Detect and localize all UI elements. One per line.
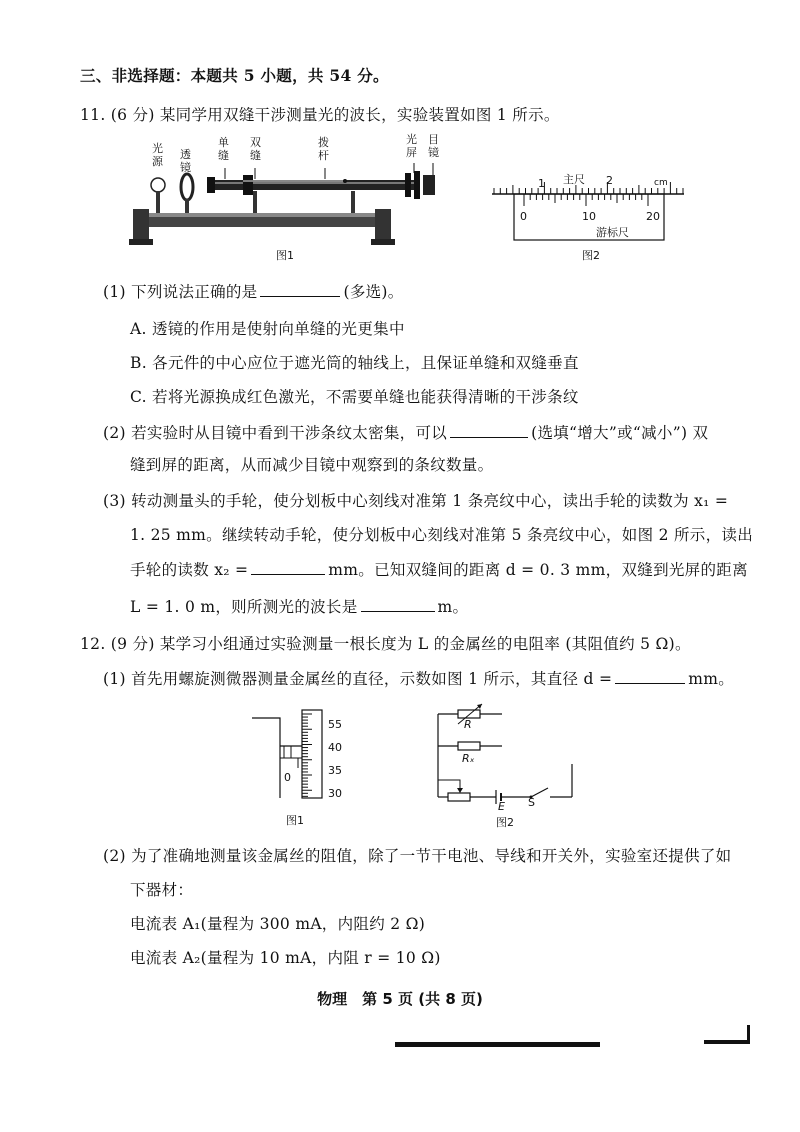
q11-part3-line4: L = 1. 0 m，则所测光的波长是 m。 <box>130 598 469 616</box>
q11-fig1-caption: 图1 <box>276 249 294 262</box>
q12-fig2-circuit <box>430 702 580 807</box>
q11-part3-x2-blank <box>251 560 325 575</box>
q11-option-b: B. 各元件的中心应位于遮光筒的轴线上，且保证单缝和双缝垂直 <box>130 354 579 372</box>
fig2-vernier-label: 游标尺 <box>596 226 629 239</box>
fig1-label-lens: 透镜 <box>180 148 191 174</box>
fig1-label-single-slit: 单缝 <box>218 136 229 162</box>
q12-fig1-zero: 0 <box>284 771 291 784</box>
q12-fig1-tick-40: 40 <box>328 741 342 754</box>
q12-fig2-label-e: E <box>498 800 505 813</box>
q11-title: 11. (6 分) 某同学用双缝干涉测量光的波长，实验装置如图 1 所示。 <box>80 106 560 124</box>
q11-part1-answer-blank <box>260 282 340 297</box>
scan-mark-line <box>395 1042 600 1047</box>
q12-part2-line2: 下器材： <box>130 881 194 899</box>
fig2-main-scale-label: 主尺 <box>563 173 585 186</box>
q11-part2-line2: 缝到屏的距离，从而减少目镜中观察到的条纹数量。 <box>130 456 494 474</box>
fig1-label-light-source: 光源 <box>152 142 163 168</box>
q12-fig1-micrometer <box>250 708 360 803</box>
q12-fig1-tick-30: 30 <box>328 787 342 800</box>
fig1-label-double-slit: 双缝 <box>250 136 261 162</box>
q12-fig2-label-s: S <box>528 796 535 809</box>
q11-option-c: C. 若将光源换成红色激光，不需要单缝也能获得清晰的干涉条纹 <box>130 388 579 406</box>
q12-fig1-tick-35: 35 <box>328 764 342 777</box>
q12-fig1-caption: 图1 <box>286 814 304 827</box>
fig1-label-eyepiece: 目镜 <box>428 133 439 159</box>
q12-part1: (1) 首先用螺旋测微器测量金属丝的直径，示数如图 1 所示，其直径 d = mm。 <box>103 670 735 688</box>
q11-fig2-caption: 图2 <box>582 249 600 262</box>
scan-mark-corner-vertical <box>747 1025 750 1044</box>
q11-option-a: A. 透镜的作用是使射向单缝的光更集中 <box>130 320 405 338</box>
fig2-vernier-tick-10: 10 <box>582 210 596 223</box>
q11-part2-answer-blank <box>450 423 528 438</box>
fig2-main-tick-1: 1 <box>538 177 545 190</box>
fig2-vernier-tick-0: 0 <box>520 210 527 223</box>
fig1-label-screen: 光屏 <box>406 133 417 159</box>
q12-fig2-label-r: R <box>464 718 472 731</box>
q12-part1-answer-blank <box>615 669 685 684</box>
q11-part3-line1: (3) 转动测量头的手轮，使分划板中心刻线对准第 1 条亮纹中心，读出手轮的读数为 x₁ = <box>103 492 729 510</box>
page-footer: 物理 第 5 页 (共 8 页) <box>317 990 483 1008</box>
fig2-vernier-tick-20: 20 <box>646 210 660 223</box>
fig1-label-lever: 拨杆 <box>318 136 329 162</box>
q12-part2-line1: (2) 为了准确地测量该金属丝的阻值，除了一节干电池、导线和开关外，实验室还提供了如 <box>103 847 732 865</box>
q11-part1: (1) 下列说法正确的是 (多选)。 <box>103 283 404 301</box>
q11-part3-line3: 手轮的读数 x₂ = mm。已知双缝间的距离 d = 0. 3 mm，双缝到光屏的距离 <box>130 561 748 579</box>
q12-fig1-tick-55: 55 <box>328 718 342 731</box>
scan-mark-corner <box>704 1040 750 1044</box>
q12-equipment-item-1: 电流表 A₁(量程为 300 mA，内阻约 2 Ω) <box>130 915 426 933</box>
fig2-main-tick-2: 2 <box>606 174 613 187</box>
section-header: 三、非选择题：本题共 5 小题，共 54 分。 <box>80 66 389 85</box>
q12-title: 12. (9 分) 某学习小组通过实验测量一根长度为 L 的金属丝的电阻率 (其阻值约 5 Ω)。 <box>80 635 691 653</box>
q11-part2-line1: (2) 若实验时从目镜中看到干涉条纹太密集，可以 (选填“增大”或“减小”) 双 <box>103 424 709 442</box>
q11-part3-wavelength-blank <box>361 597 435 612</box>
q12-equipment-item-2: 电流表 A₂(量程为 10 mA，内阻 r = 10 Ω) <box>130 949 441 967</box>
fig2-main-unit: cm <box>654 178 668 188</box>
q12-fig2-caption: 图2 <box>496 816 514 829</box>
q11-part3-line2: 1. 25 mm。继续转动手轮，使分划板中心刻线对准第 5 条亮纹中心，如图 2 所示，读出 <box>130 526 753 544</box>
q12-fig2-label-rx: Rₓ <box>462 752 475 765</box>
